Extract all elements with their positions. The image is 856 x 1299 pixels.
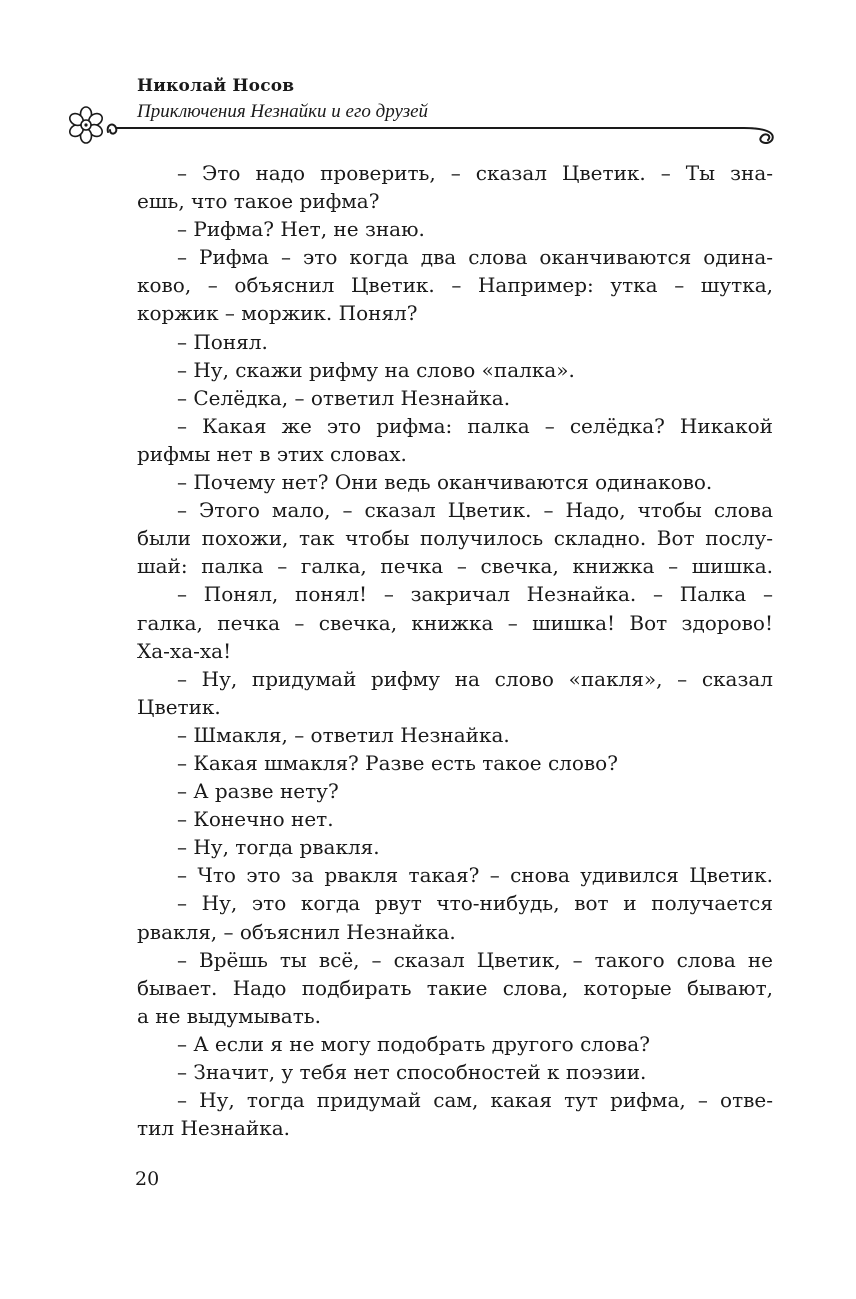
text-line: а не выдумывать. bbox=[137, 1003, 322, 1028]
text-line: – Какая шмакля? Разве есть такое слово? bbox=[177, 750, 618, 775]
text-line: ково, – объяснил Цветик. – Например: утка – шутка, bbox=[137, 273, 773, 298]
text-line: – А разве нету? bbox=[177, 779, 339, 804]
text-line: – А если я не могу подобрать другого слова? bbox=[177, 1031, 650, 1056]
page-header bbox=[0, 0, 856, 150]
text-line: – Это надо проверить, – сказал Цветик. – Ты зна- bbox=[177, 161, 773, 185]
text-line: – Почему нет? Они ведь оканчиваются одинаково. bbox=[177, 470, 713, 495]
text-line: – Ну, тогда придумай сам, какая тут рифма, – отве- bbox=[177, 1088, 773, 1113]
text-line: – Конечно нет. bbox=[177, 807, 334, 832]
text-line: – Рифма? Нет, не знаю. bbox=[177, 217, 425, 242]
text-line: – Ну, скажи рифму на слово «палка». bbox=[177, 357, 575, 382]
text-line: – Ну, придумай рифму на слово «пакля», – сказал bbox=[177, 666, 773, 691]
text-line: бывает. Надо подбирать такие слова, которые бывают, bbox=[137, 975, 773, 1000]
flower-icon bbox=[66, 105, 106, 145]
text-line: рвакля, – объяснил Незнайка. bbox=[137, 919, 456, 944]
text-line: – Этого мало, – сказал Цветик. – Надо, чтобы слова bbox=[177, 498, 773, 523]
text-line: были похожи, так чтобы получилось складно. Вот послу- bbox=[137, 526, 773, 551]
text-line: – Ну, это когда рвут что-нибудь, вот и получается bbox=[177, 891, 773, 916]
text-line: Ха-ха-ха! bbox=[137, 638, 232, 663]
text-line: ешь, что такое рифма? bbox=[137, 189, 380, 214]
text-line: – Селёдка, – ответил Незнайка. bbox=[177, 385, 511, 410]
text-line: – Понял. bbox=[177, 329, 268, 354]
author-name: Николай Носов bbox=[137, 76, 295, 96]
text-line: коржик – моржик. Понял? bbox=[137, 301, 418, 326]
page-number: 20 bbox=[135, 1168, 160, 1190]
body-text bbox=[137, 159, 773, 1142]
text-line: – Врёшь ты всё, – сказал Цветик, – такого слова не bbox=[177, 947, 773, 972]
text-line: – Какая же это рифма: палка – селёдка? Никакой bbox=[177, 413, 773, 438]
text-line: рифмы нет в этих словах. bbox=[137, 441, 407, 466]
book-title: Приключения Незнайки и его друзей bbox=[137, 101, 429, 122]
text-line: шай: палка – галка, печка – свечка, книжка – шишка. bbox=[137, 554, 773, 579]
header-swash-rule bbox=[104, 114, 784, 150]
text-line: галка, печка – свечка, книжка – шишка! Вот здорово! bbox=[137, 610, 773, 635]
text-line: – Что это за рвакля такая? – снова удивился Цветик. bbox=[177, 863, 773, 888]
text-line: Цветик. bbox=[137, 694, 221, 719]
text-line: – Значит, у тебя нет способностей к поэзии. bbox=[177, 1060, 647, 1084]
text-line: – Понял, понял! – закричал Незнайка. – Палка – bbox=[177, 582, 773, 607]
text-line: – Рифма – это когда два слова оканчиваются одина- bbox=[177, 245, 773, 270]
text-line: – Шмакля, – ответил Незнайка. bbox=[177, 722, 510, 747]
text-line: – Ну, тогда рвакля. bbox=[177, 835, 380, 860]
text-line: тил Незнайка. bbox=[137, 1116, 291, 1141]
